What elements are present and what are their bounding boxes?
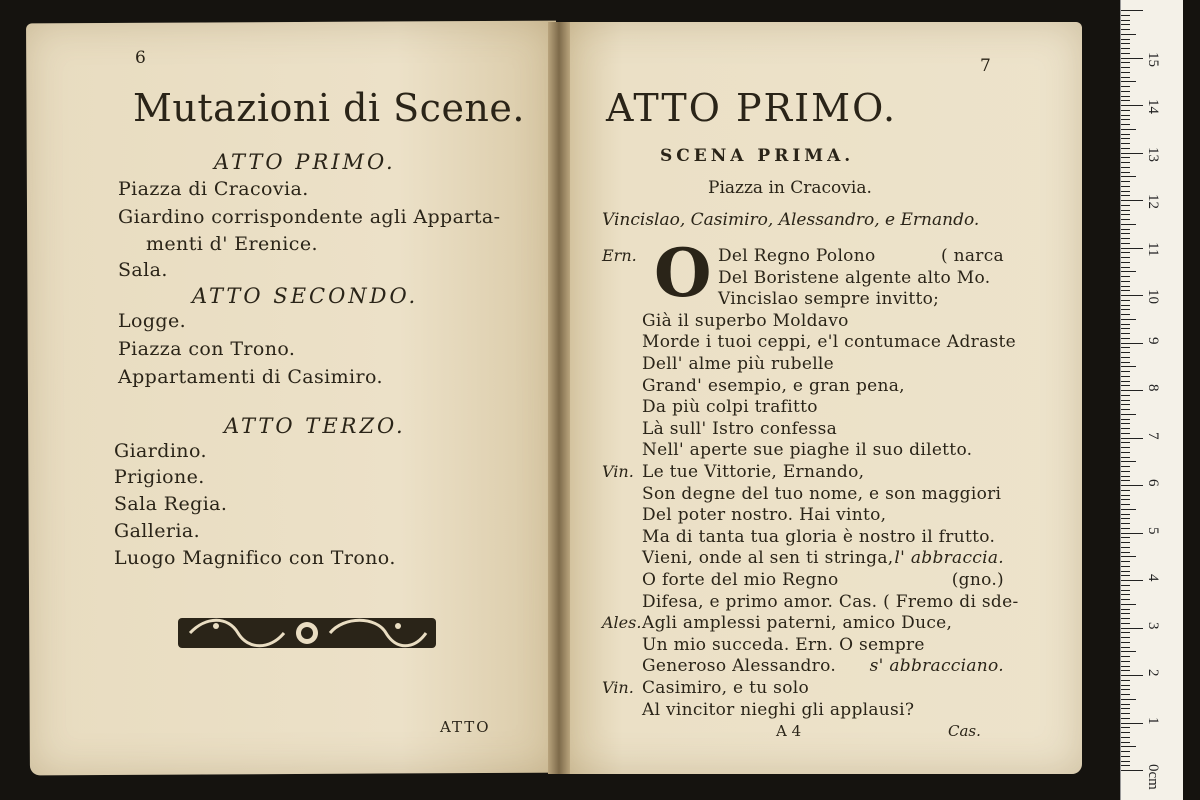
ruler-label: 4: [1145, 574, 1161, 582]
ruler-label: 10: [1145, 289, 1161, 304]
ruler-tick: [1121, 613, 1130, 614]
ruler-tick: [1121, 561, 1130, 562]
speaker-label: Ern.: [602, 246, 637, 265]
ruler-tick: [1121, 523, 1130, 524]
verse-line: Generoso Alessandro.: [642, 656, 837, 677]
ruler-tick: [1121, 96, 1130, 97]
ruler-tick: [1121, 385, 1130, 386]
ruler-tick: [1121, 176, 1136, 177]
ruler-tick: [1121, 43, 1130, 44]
left-catchword: ATTO: [440, 718, 491, 736]
verse-line: Già il superbo Moldavo: [642, 310, 849, 331]
ruler-tick: [1121, 29, 1130, 30]
ruler-tick: [1121, 556, 1136, 557]
right-page-title: ATTO PRIMO.: [606, 86, 898, 130]
scene-item: menti d' Erenice.: [146, 233, 318, 255]
ruler-tick: [1121, 366, 1136, 367]
ruler-label: 8: [1145, 384, 1161, 392]
ruler-tick: [1121, 10, 1143, 11]
ruler-tick: [1121, 100, 1130, 101]
ruler-tick: [1121, 86, 1130, 87]
ruler-tick: [1121, 305, 1130, 306]
ruler-tick: [1121, 257, 1130, 258]
ruler-tick: [1121, 281, 1130, 282]
ruler-tick: [1121, 585, 1130, 586]
verse-line: Le tue Vittorie, Ernando,: [642, 462, 865, 482]
ruler-tick: [1121, 290, 1130, 291]
ruler-tick: [1121, 210, 1130, 211]
ruler-tick: [1121, 77, 1130, 78]
ruler-tick: [1121, 124, 1130, 125]
scene-item: Giardino.: [114, 440, 207, 462]
ruler-tick: [1121, 742, 1130, 743]
ruler-tick: [1121, 300, 1130, 301]
verse-line: O forte del mio Regno: [642, 570, 839, 590]
ruler-tick: [1121, 286, 1130, 287]
ruler-tick: [1121, 442, 1130, 443]
speaker-label: Vin.: [602, 678, 634, 697]
scene-heading: SCENA PRIMA.: [660, 146, 855, 166]
ruler-tick: [1121, 34, 1136, 35]
ruler-tick: [1121, 328, 1130, 329]
ruler-tick: [1121, 727, 1130, 728]
ruler-tick: [1121, 314, 1130, 315]
ruler-tick: [1121, 81, 1136, 82]
stage-direction: (gno.): [951, 570, 1004, 590]
ruler-tick: [1121, 229, 1130, 230]
ruler-tick: [1121, 428, 1130, 429]
ruler-tick: [1121, 333, 1130, 334]
ruler-tick: [1121, 91, 1130, 92]
ruler-label: 0cm: [1145, 764, 1161, 790]
ruler-tick: [1121, 371, 1130, 372]
ruler-tick: [1121, 115, 1130, 116]
ruler-tick: [1121, 129, 1136, 130]
ruler-tick: [1121, 419, 1130, 420]
ruler-tick: [1121, 347, 1130, 348]
signature-mark: A 4: [776, 722, 802, 740]
right-catchword: Cas.: [948, 722, 981, 740]
ruler-tick: [1121, 238, 1130, 239]
scene-item: Appartamenti di Casimiro.: [118, 366, 383, 388]
scene-item: Prigione.: [114, 466, 205, 488]
ruler-tick: [1121, 699, 1136, 700]
ruler-tick: [1121, 685, 1130, 686]
ruler-tick: [1121, 694, 1130, 695]
verse-line: Del Boristene algente alto Mo.: [718, 267, 991, 288]
ruler-label: 9: [1145, 336, 1161, 344]
ruler-tick: [1121, 233, 1130, 234]
ruler-tick: [1121, 53, 1130, 54]
verse-line: Del poter nostro. Hai vinto,: [642, 505, 887, 526]
verse-line: Del Regno Polono: [718, 246, 876, 266]
ruler-tick: [1121, 24, 1130, 25]
ruler-tick: [1121, 509, 1136, 510]
ruler-tick: [1121, 514, 1130, 515]
stage-direction: ( narca: [940, 246, 1004, 266]
ruler-tick: [1121, 504, 1130, 505]
ruler-label: 1: [1145, 716, 1161, 724]
decorative-ornament: [176, 612, 438, 654]
ruler-tick: [1121, 186, 1130, 187]
scene-item: Galleria.: [114, 520, 201, 542]
ruler-label: 12: [1145, 194, 1161, 209]
ruler-tick: [1121, 457, 1130, 458]
ruler-tick: [1121, 571, 1130, 572]
ruler-tick: [1121, 552, 1130, 553]
speaker-label: Ales.: [602, 613, 642, 633]
ruler-tick: [1121, 248, 1143, 249]
verse-line: Al vincitor nieghi gli applausi?: [642, 699, 915, 720]
verse-line: Vincislao sempre invitto;: [718, 289, 940, 310]
ruler-tick: [1121, 713, 1130, 714]
ruler-tick: [1121, 224, 1136, 225]
ruler-tick: [1121, 604, 1136, 605]
ruler-tick: [1121, 485, 1143, 486]
ruler-tick: [1121, 480, 1130, 481]
ruler-tick: [1121, 708, 1130, 709]
ruler-tick: [1121, 452, 1130, 453]
ruler-tick: [1121, 119, 1130, 120]
ruler-tick: [1121, 157, 1130, 158]
verse-line: Ma di tanta tua gloria è nostro il frutto.: [642, 526, 996, 547]
ruler-tick: [1121, 200, 1143, 201]
ruler-tick: [1121, 414, 1136, 415]
ruler-tick: [1121, 433, 1130, 434]
ruler-tick: [1121, 67, 1130, 68]
ruler-tick: [1121, 537, 1130, 538]
ruler-tick: [1121, 476, 1130, 477]
ruler-tick: [1121, 751, 1130, 752]
ruler-tick: [1121, 134, 1130, 135]
ruler-tick: [1121, 528, 1130, 529]
ruler-tick: [1121, 148, 1130, 149]
ruler-tick: [1121, 666, 1130, 667]
ruler-label: 15: [1145, 51, 1161, 67]
ruler-tick: [1121, 338, 1130, 339]
ruler-tick: [1121, 195, 1130, 196]
verse-line: Difesa, e primo amor. Cas. ( Fremo di sde-: [642, 591, 1019, 612]
left-page-number: 6: [135, 48, 146, 68]
ruler-label: 13: [1145, 146, 1161, 162]
ruler-tick: [1121, 15, 1130, 16]
right-page-number: 7: [980, 56, 991, 76]
ruler-tick: [1121, 252, 1130, 253]
ruler-tick: [1121, 461, 1136, 462]
ruler-tick: [1121, 409, 1130, 410]
ruler-tick: [1121, 295, 1143, 296]
ruler-tick: [1121, 723, 1143, 724]
scene-item: Sala Regia.: [114, 493, 228, 515]
ruler-tick: [1121, 547, 1130, 548]
ruler-label: 6: [1145, 479, 1161, 487]
ruler-tick: [1121, 167, 1130, 168]
ruler-tick: [1121, 262, 1130, 263]
ruler-tick: [1121, 447, 1130, 448]
ruler-tick: [1121, 542, 1130, 543]
act-heading: ATTO PRIMO.: [214, 150, 396, 174]
ruler-tick: [1121, 48, 1130, 49]
ruler-tick: [1121, 732, 1130, 733]
ruler-tick: [1121, 718, 1130, 719]
ruler-tick: [1121, 533, 1143, 534]
measurement-ruler: [1120, 0, 1183, 800]
ruler-tick: [1121, 466, 1130, 467]
scene-item: Piazza di Cracovia.: [118, 178, 309, 200]
scene-item: Luogo Magnifico con Trono.: [114, 547, 396, 569]
ruler-tick: [1121, 575, 1130, 576]
ruler-tick: [1121, 400, 1130, 401]
verse-line: Nell' aperte sue piaghe il suo diletto.: [642, 440, 973, 461]
verse-line: Son degne del tuo nome, e son maggiori: [642, 483, 1002, 504]
ruler-tick: [1121, 632, 1130, 633]
ruler-tick: [1121, 689, 1130, 690]
ruler-tick: [1121, 39, 1130, 40]
speaker-label: Vin.: [602, 462, 634, 481]
ruler-tick: [1121, 357, 1130, 358]
ruler-tick: [1121, 219, 1130, 220]
act-heading: ATTO SECONDO.: [192, 284, 419, 308]
ruler-tick: [1121, 599, 1130, 600]
verse-line: Morde i tuoi ceppi, e'l contumace Adraste: [642, 332, 1017, 353]
ruler-tick: [1121, 381, 1130, 382]
ruler-tick: [1121, 765, 1130, 766]
ruler-label: 3: [1145, 621, 1161, 629]
scene-item: Logge.: [118, 310, 187, 332]
ruler-tick: [1121, 661, 1130, 662]
act-heading: ATTO TERZO.: [224, 414, 406, 438]
verse-line: Vieni, onde al sen ti stringa,: [642, 548, 894, 569]
verse-line: Là sull' Istro confessa: [642, 418, 838, 439]
ruler-tick: [1121, 642, 1130, 643]
ruler-label: 7: [1145, 431, 1161, 439]
ruler-tick: [1121, 309, 1130, 310]
ruler-tick: [1121, 110, 1130, 111]
ruler-tick: [1121, 518, 1130, 519]
ruler-tick: [1121, 153, 1143, 154]
ruler-tick: [1121, 267, 1130, 268]
ruler-tick: [1121, 590, 1130, 591]
ruler-tick: [1121, 594, 1130, 595]
ruler-tick: [1121, 191, 1130, 192]
ruler-tick: [1121, 670, 1130, 671]
ruler-tick: [1121, 162, 1130, 163]
drop-cap: O: [654, 234, 712, 312]
ruler-tick: [1121, 20, 1130, 21]
scene-item: Piazza con Trono.: [118, 338, 296, 360]
ruler-tick: [1121, 395, 1130, 396]
left-page: [26, 21, 560, 776]
ruler-tick: [1121, 352, 1130, 353]
ruler-tick: [1121, 495, 1130, 496]
ruler-tick: [1121, 609, 1130, 610]
ruler-tick: [1121, 438, 1143, 439]
ruler-tick: [1121, 105, 1143, 106]
scene-item: Giardino corrispondente agli Apparta-: [118, 206, 501, 228]
ruler-tick: [1121, 566, 1130, 567]
ruler-tick: [1121, 628, 1143, 629]
ruler-tick: [1121, 680, 1130, 681]
ruler-tick: [1121, 62, 1130, 63]
ruler-tick: [1121, 172, 1130, 173]
ruler-tick: [1121, 618, 1130, 619]
ruler-tick: [1121, 243, 1130, 244]
left-page-title: Mutazioni di Scene.: [133, 86, 525, 130]
ruler-tick: [1121, 376, 1130, 377]
ruler-tick: [1121, 72, 1130, 73]
ruler-tick: [1121, 647, 1130, 648]
ruler-tick: [1121, 319, 1136, 320]
ruler-tick: [1121, 205, 1130, 206]
ruler-tick: [1121, 656, 1130, 657]
verse-line: Grand' esempio, e gran pena,: [642, 375, 905, 396]
ruler-tick: [1121, 181, 1130, 182]
ruler-tick: [1121, 143, 1130, 144]
ruler-tick: [1121, 362, 1130, 363]
ruler-label: 11: [1145, 241, 1161, 256]
ruler-tick: [1121, 276, 1130, 277]
ruler-tick: [1121, 756, 1130, 757]
verse-line: Agli amplessi paterni, amico Duce,: [642, 613, 953, 634]
verse-line: Un mio succeda. Ern. O sempre: [642, 634, 925, 655]
ruler-tick: [1121, 490, 1130, 491]
ruler-label: 14: [1145, 99, 1161, 114]
ruler-tick: [1121, 390, 1143, 391]
scene-characters: Vincislao, Casimiro, Alessandro, e Ernando.: [602, 210, 980, 230]
stage-direction: s' abbracciano.: [869, 656, 1004, 677]
ruler-label: 5: [1145, 526, 1161, 534]
ruler-tick: [1121, 271, 1136, 272]
verse-line: Da più colpi trafitto: [642, 397, 818, 418]
ruler-tick: [1121, 761, 1130, 762]
ruler-tick: [1121, 404, 1130, 405]
ruler-tick: [1121, 58, 1143, 59]
scene-item: Sala.: [118, 259, 168, 281]
stage-direction: l' abbraccia.: [894, 548, 1004, 569]
ruler-tick: [1121, 423, 1130, 424]
ruler-tick: [1121, 737, 1130, 738]
ruler-tick: [1121, 637, 1130, 638]
ruler-tick: [1121, 138, 1130, 139]
ruler-tick: [1121, 623, 1130, 624]
ruler-tick: [1121, 770, 1143, 771]
ruler-tick: [1121, 675, 1143, 676]
scene-place: Piazza in Cracovia.: [708, 178, 872, 198]
ruler-tick: [1121, 324, 1130, 325]
verse-line: Dell' alme più rubelle: [642, 354, 835, 374]
ruler-tick: [1121, 214, 1130, 215]
verse-line: Casimiro, e tu solo: [642, 678, 810, 698]
ruler-label: 2: [1145, 669, 1161, 677]
ruler-tick: [1121, 651, 1136, 652]
ruler-tick: [1121, 704, 1130, 705]
ruler-tick: [1121, 471, 1130, 472]
ruler-tick: [1121, 343, 1143, 344]
ruler-tick: [1121, 580, 1143, 581]
book-gutter: [548, 22, 570, 774]
ruler-tick: [1121, 746, 1136, 747]
ruler-tick: [1121, 499, 1130, 500]
